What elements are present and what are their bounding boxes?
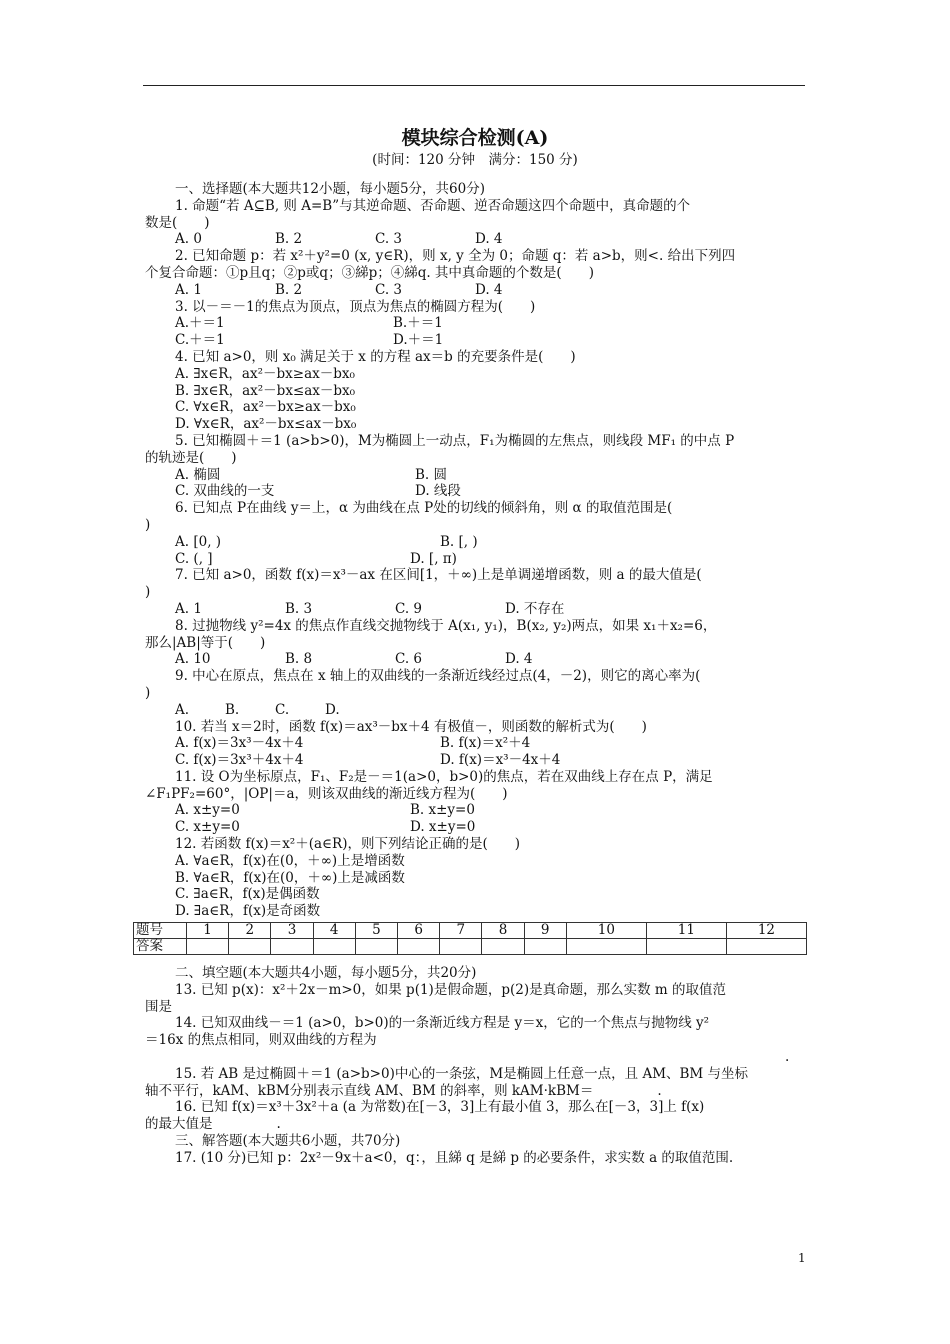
question-number-cell: 1 <box>187 923 229 939</box>
q14-text-cont: ＝16x 的焦点相同，则双曲线的方程为 <box>145 1032 377 1049</box>
q5-options-row2 <box>145 483 807 500</box>
q7-option-b: B. 3 <box>285 600 313 617</box>
q1-option-d: D. 4 <box>475 231 503 248</box>
q8-option-c: C. 6 <box>395 651 423 668</box>
answer-cell[interactable] <box>187 939 229 955</box>
q6-options-row1 <box>145 534 807 551</box>
q16-prefix: 的最大值是 <box>145 1116 213 1133</box>
q7-options <box>145 601 807 618</box>
q11-text-cont: ∠F₁PF₂=60°，|OP|＝a，则该双曲线的渐近线方程为( ) <box>145 785 508 802</box>
q5-option-a: A. 椭圆 <box>175 466 221 483</box>
q17-text: 17. (10 分)已知 p：2x²－9x＋a<0，q：，且綈 q 是綈 p 的必要条件，求实数 a 的取值范围. <box>175 1149 734 1166</box>
q7-option-d: D. 不存在 <box>505 600 565 617</box>
answer-cell[interactable] <box>229 939 271 955</box>
q10-option-a: A. f(x)＝3x³－4x＋4 <box>175 735 304 752</box>
answer-table <box>133 922 807 955</box>
answer-cell[interactable] <box>398 939 440 955</box>
q11-options-row1 <box>145 802 807 819</box>
exam-content <box>136 181 807 1167</box>
answer-cell[interactable] <box>482 939 524 955</box>
q6-options-row2 <box>145 551 807 568</box>
question-number-cell: 2 <box>229 923 271 939</box>
q2-option-b: B. 2 <box>275 281 303 298</box>
q11-option-d: D. x±y=0 <box>410 819 476 836</box>
q14-text: 14. 已知双曲线－＝1 (a>0，b>0)的一条渐近线方程是 y＝x，它的一个焦点与抛物线 y² <box>175 1015 710 1032</box>
q3-option-a: A.＋＝1 <box>175 315 225 332</box>
q13-prefix: 围是 <box>145 998 172 1015</box>
section1-heading: 一、选择题(本大题共12小题，每小题5分，共60分) <box>175 181 485 197</box>
q15-prefix: 轴不平行，kAM、kBM分别表示直线 AM、BM 的斜率，则 kAM·kBM＝ <box>145 1082 594 1099</box>
q5-option-c: C. 双曲线的一支 <box>175 483 275 500</box>
q14-blank[interactable] <box>145 1049 785 1066</box>
q8-option-d: D. 4 <box>505 651 533 668</box>
q10-option-c: C. f(x)＝3x³＋4x＋4 <box>175 752 304 769</box>
q9-text: 9. 中心在原点，焦点在 x 轴上的双曲线的一条渐近线经过点(4，－2)，则它的离心率为( <box>175 668 701 685</box>
q4-option-a: A. ∃x∈R，ax²－bx≥ax－bx₀ <box>175 365 355 382</box>
q2-text: 2. 已知命题 p：若 x²＋y²=0 (x, y∈R)，则 x, y 全为 0；命题 q：若 a>b，则<. 给出下列四 <box>175 248 736 265</box>
question-number-cell: 3 <box>271 923 313 939</box>
section2-heading: 二、填空题(本大题共4小题，每小题5分，共20分) <box>175 965 477 982</box>
q6-option-b: B. [, ) <box>440 533 478 550</box>
section3-heading: 三、解答题(本大题共6小题，共70分) <box>175 1133 401 1150</box>
q12-option-b: B. ∀a∈R，f(x)在(0，＋∞)上是减函数 <box>175 869 405 886</box>
q6-option-c: C. (, ] <box>175 550 213 567</box>
q2-option-a: A. 1 <box>175 281 202 298</box>
q15-text-cont: 轴不平行，kAM、kBM分别表示直线 AM、BM 的斜率，则 kAM·kBM＝ . <box>145 1082 662 1099</box>
q12-text: 12. 若函数 f(x)＝x²＋(a∈R)，则下列结论正确的是( ) <box>175 836 520 853</box>
q10-text: 10. 若当 x＝2时，函数 f(x)＝ax³－bx＋4 有极值－，则函数的解析式为( ) <box>175 718 647 735</box>
q10-option-d: D. f(x)＝x³－4x＋4 <box>440 752 561 769</box>
q1-option-b: B. 2 <box>275 231 303 248</box>
q1-options <box>145 231 807 248</box>
answer-row-label: 答案 <box>134 939 187 955</box>
q8-options <box>145 651 807 668</box>
q5-option-d: D. 线段 <box>415 483 461 500</box>
question-number-cell: 7 <box>440 923 482 939</box>
q8-text: 8. 过抛物线 y²=4x 的焦点作直线交抛物线于 A(x₁, y₁)，B(x₂, y₂)两点，如果 x₁＋x₂=6， <box>175 617 717 634</box>
q4-option-d: D. ∀x∈R，ax²－bx≤ax－bx₀ <box>175 416 357 433</box>
q13-text-cont <box>145 999 807 1016</box>
q11-option-a: A. x±y=0 <box>175 802 240 819</box>
q2-option-c: C. 3 <box>375 281 403 298</box>
answer-table-number-row <box>134 923 807 939</box>
q5-text-cont: 的轨迹是( ) <box>145 449 237 466</box>
q4-option-b: B. ∃x∈R，ax²－bx≤ax－bx₀ <box>175 382 356 399</box>
q8-option-a: A. 10 <box>175 651 211 668</box>
q9-options <box>145 702 807 719</box>
answer-cell[interactable] <box>440 939 482 955</box>
question-number-cell: 11 <box>646 923 726 939</box>
q6-text: 6. 已知点 P在曲线 y＝上，α 为曲线在点 P处的切线的倾斜角，则 α 的取值范围是( <box>175 500 673 517</box>
q11-option-c: C. x±y=0 <box>175 819 240 836</box>
q5-options-row1 <box>145 467 807 484</box>
question-number-cell: 10 <box>566 923 646 939</box>
q16-text-cont: 的最大值是 . <box>145 1116 281 1133</box>
q16-text: 16. 已知 f(x)＝x³＋3x²＋a (a 为常数)在[－3，3]上有最小值 3，那么在[－3，3]上 f(x) <box>175 1099 705 1116</box>
q11-text: 11. 设 O为坐标原点，F₁、F₂是－＝1(a>0，b>0)的焦点，若在双曲线上存在点 P，满足 <box>175 768 713 785</box>
q1-text-cont: 数是( ) <box>145 214 210 231</box>
q7-text-cont: ) <box>145 584 151 601</box>
page-number: 1 <box>798 1251 806 1265</box>
question-number-cell: 4 <box>313 923 355 939</box>
q6-text-cont: ) <box>145 516 151 533</box>
answer-cell[interactable] <box>646 939 726 955</box>
question-number-cell: 9 <box>524 923 566 939</box>
q16-blank[interactable] <box>213 1116 277 1133</box>
answer-cell[interactable] <box>355 939 397 955</box>
q9-option-c: C. <box>275 701 290 718</box>
q12-option-a: A. ∀a∈R，f(x)在(0，＋∞)上是增函数 <box>175 852 405 869</box>
q10-options-row2 <box>145 752 807 769</box>
q10-options-row1 <box>145 735 807 752</box>
answer-cell[interactable] <box>271 939 313 955</box>
q5-text: 5. 已知椭圆＋＝1 (a>b>0)，M为椭圆上一动点，F₁为椭圆的左焦点，则线段 MF₁ 的中点 P <box>175 432 735 449</box>
q6-option-a: A. [0, ) <box>175 533 222 550</box>
page-subtitle: (时间：120 分钟 满分：150 分) <box>372 152 578 168</box>
q3-options-row1 <box>145 315 807 332</box>
answer-cell[interactable] <box>313 939 355 955</box>
q8-text-cont: 那么|AB|等于( ) <box>145 634 266 651</box>
q14-blank-row: . <box>145 1049 807 1066</box>
q3-option-c: C.＋＝1 <box>175 332 225 349</box>
q1-text: 1. 命题“若 A⊆B, 则 A=B”与其逆命题、否命题、逆否命题这四个命题中，真命题的个 <box>175 197 691 214</box>
header-rule <box>143 85 805 86</box>
q3-option-d: D.＋＝1 <box>393 332 444 349</box>
q13-blank[interactable] <box>172 999 792 1016</box>
q2-option-d: D. 4 <box>475 281 503 298</box>
number-row-label: 题号 <box>134 923 187 939</box>
q8-option-b: B. 8 <box>285 651 313 668</box>
question-number-cell: 12 <box>726 923 806 939</box>
q15-blank[interactable] <box>593 1083 657 1100</box>
q9-text-cont: ) <box>145 684 151 701</box>
q10-option-b: B. f(x)＝x²＋4 <box>440 735 531 752</box>
q9-option-d: D. <box>325 701 340 718</box>
q3-options-row2 <box>145 332 807 349</box>
q9-option-b: B. <box>225 701 240 718</box>
question-number-cell: 6 <box>398 923 440 939</box>
q3-text: 3. 以－＝－1的焦点为顶点，顶点为焦点的椭圆方程为( ) <box>175 298 536 315</box>
page-title: 模块综合检测(A) <box>401 127 549 149</box>
answer-cell[interactable] <box>566 939 646 955</box>
q1-option-a: A. 0 <box>175 231 202 248</box>
question-number-cell: 8 <box>482 923 524 939</box>
q4-text: 4. 已知 a>0，则 x₀ 满足关于 x 的方程 ax＝b 的充要条件是( ) <box>175 348 576 365</box>
q2-options <box>145 282 807 299</box>
q7-option-c: C. 9 <box>395 600 423 617</box>
q9-option-a: A. <box>175 701 190 718</box>
q11-option-b: B. x±y=0 <box>410 802 475 819</box>
answer-cell[interactable] <box>524 939 566 955</box>
q7-option-a: A. 1 <box>175 600 202 617</box>
answer-table-answer-row <box>134 939 807 955</box>
q5-option-b: B. 圆 <box>415 466 448 483</box>
q1-option-c: C. 3 <box>375 231 403 248</box>
q7-text: 7. 已知 a>0，函数 f(x)＝x³－ax 在区间[1，＋∞)上是单调递增函数，则 a 的最大值是( <box>175 567 702 584</box>
q13-text: 13. 已知 p(x)：x²＋2x－m>0，如果 p(1)是假命题，p(2)是真命题，那么实数 m 的取值范 <box>175 981 726 998</box>
answer-cell[interactable] <box>726 939 806 955</box>
q2-text-cont: 个复合命题：①p且q；②p或q；③綈p；④綈q. 其中真命题的个数是( ) <box>145 264 594 281</box>
q4-option-c: C. ∀x∈R，ax²－bx≥ax－bx₀ <box>175 399 356 416</box>
q12-option-d: D. ∃a∈R，f(x)是奇函数 <box>175 903 321 920</box>
q12-option-c: C. ∃a∈R，f(x)是偶函数 <box>175 886 320 903</box>
q11-options-row2 <box>145 819 807 836</box>
q15-text: 15. 若 AB 是过椭圆＋＝1 (a>b>0)中心的一条弦，M是椭圆上任意一点，且 AM、BM 与坐标 <box>175 1065 749 1082</box>
q3-option-b: B.＋＝1 <box>393 315 443 332</box>
q6-option-d: D. [, π) <box>410 550 457 567</box>
question-number-cell: 5 <box>355 923 397 939</box>
